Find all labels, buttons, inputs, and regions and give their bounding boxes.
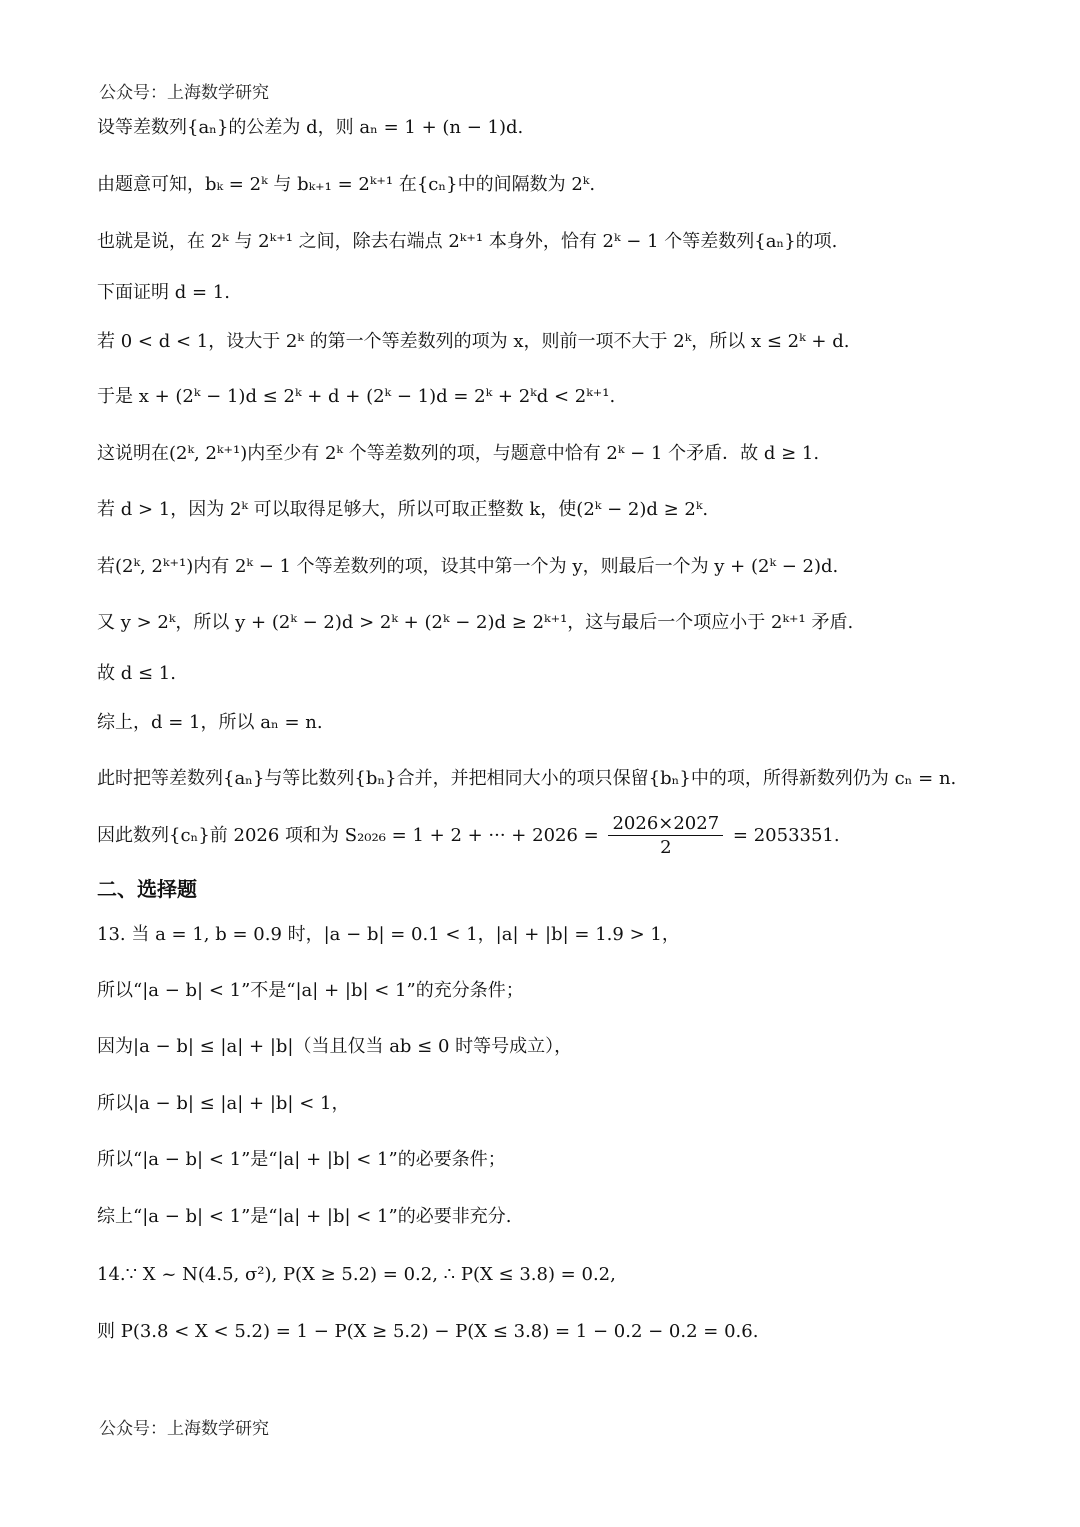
q13-line-4: 所以|a − b| ≤ |a| + |b| < 1， [97, 1093, 350, 1114]
text-line-5: 若 0 < d < 1，设大于 2ᵏ 的第一个等差数列的项为 x，则前一项不大于 2ᵏ，所以 x ≤ 2ᵏ + d. [97, 331, 850, 352]
sum-prefix: 因此数列{cₙ}前 2026 项和为 S₂₀₂₆ = 1 + 2 + ··· + 2026 = [97, 825, 599, 846]
text-line-3: 也就是说，在 2ᵏ 与 2ᵏ⁺¹ 之间，除去右端点 2ᵏ⁺¹ 本身外，恰有 2ᵏ − 1 个等差数列{aₙ}的项. [97, 231, 838, 252]
header-source: 公众号：上海数学研究 [99, 83, 269, 103]
text-line-6: 于是 x + (2ᵏ − 1)d ≤ 2ᵏ + d + (2ᵏ − 1)d = 2ᵏ + 2ᵏd < 2ᵏ⁺¹. [97, 386, 616, 407]
text-line-12: 综上，d = 1，所以 aₙ = n. [97, 712, 323, 733]
q13-line-5: 所以“|a − b| < 1”是“|a| + |b| < 1”的必要条件； [97, 1149, 506, 1170]
text-line-11: 故 d ≤ 1. [97, 663, 176, 684]
text-line-2: 由题意可知，bₖ = 2ᵏ 与 bₖ₊₁ = 2ᵏ⁺¹ 在{cₙ}中的间隔数为 2ᵏ. [97, 174, 596, 195]
q13-line-6: 综上“|a − b| < 1”是“|a| + |b| < 1”的必要非充分. [97, 1206, 512, 1227]
q13-line-2: 所以“|a − b| < 1”不是“|a| + |b| < 1”的充分条件； [97, 980, 524, 1001]
sum-suffix: = 2053351. [732, 825, 840, 846]
text-line-10: 又 y > 2ᵏ，所以 y + (2ᵏ − 2)d > 2ᵏ + (2ᵏ − 2)d ≥ 2ᵏ⁺¹，这与最后一个项应小于 2ᵏ⁺¹ 矛盾. [97, 612, 854, 633]
text-line-7: 这说明在(2ᵏ, 2ᵏ⁺¹)内至少有 2ᵏ 个等差数列的项，与题意中恰有 2ᵏ − 1 个矛盾．故 d ≥ 1. [97, 443, 820, 464]
text-line-8: 若 d > 1，因为 2ᵏ 可以取得足够大，所以可取正整数 k，使(2ᵏ − 2)d ≥ 2ᵏ. [97, 499, 709, 520]
section-title: 二、选择题 [97, 877, 197, 901]
q14-line-2: 则 P(3.8 < X < 5.2) = 1 − P(X ≥ 5.2) − P(X ≤ 3.8) = 1 − 0.2 − 0.2 = 0.6. [97, 1321, 759, 1342]
text-line-4: 下面证明 d = 1. [97, 282, 230, 303]
text-line-1: 设等差数列{aₙ}的公差为 d，则 aₙ = 1 + (n − 1)d. [97, 117, 524, 138]
q14-line-1: 14.∵ X ~ N(4.5, σ²), P(X ≥ 5.2) = 0.2, ∴ P(X ≤ 3.8) = 0.2, [97, 1264, 616, 1285]
footer-source: 公众号：上海数学研究 [99, 1419, 269, 1439]
q13-line-1: 13. 当 a = 1, b = 0.9 时，|a − b| = 0.1 < 1，|a| + |b| = 1.9 > 1， [97, 924, 680, 945]
sum-line [97, 810, 840, 862]
q13-line-3: 因为|a − b| ≤ |a| + |b|（当且仅当 ab ≤ 0 时等号成立）， [97, 1036, 573, 1057]
fraction-denominator: 2 [660, 836, 672, 858]
sum-fraction [608, 813, 723, 860]
text-line-9: 若(2ᵏ, 2ᵏ⁺¹)内有 2ᵏ − 1 个等差数列的项，设其中第一个为 y，则最后一个为 y + (2ᵏ − 2)d. [97, 556, 839, 577]
fraction-numerator: 2026×2027 [608, 813, 723, 836]
text-line-13: 此时把等差数列{aₙ}与等比数列{bₙ}合并，并把相同大小的项只保留{bₙ}中的项，所得新数列仍为 cₙ = n. [97, 768, 957, 789]
